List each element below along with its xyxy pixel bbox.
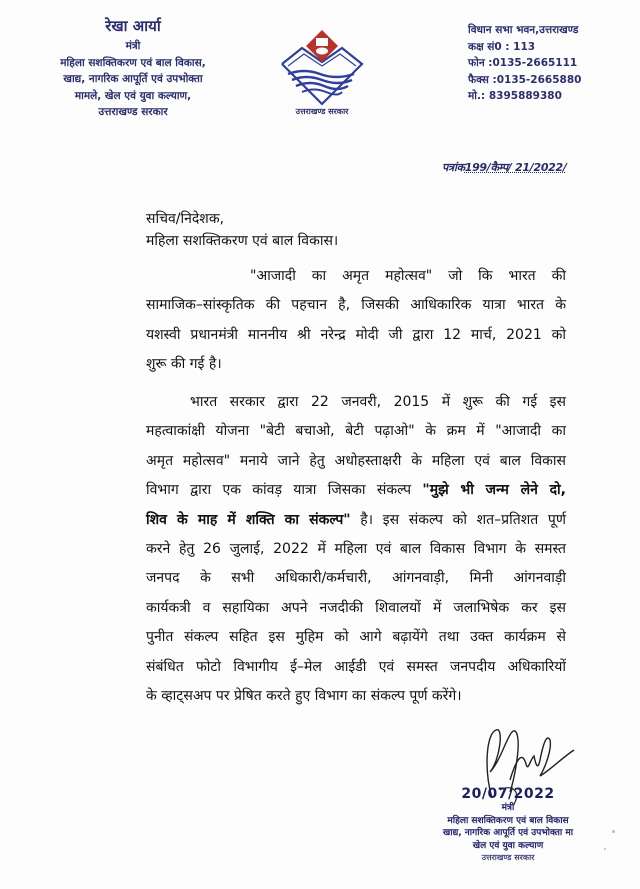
room-number: कक्ष सं0 : 113	[468, 40, 536, 53]
signatory-designation: मंत्री	[501, 803, 515, 813]
body-line: पुनीत संकल्प सहित इस मुहिम को आगे बढ़ायेंगे तथा उक्त कार्यक्रम से	[146, 629, 566, 646]
portfolio-line: महिला सशक्तिकरण एवं बाल विकास,	[60, 56, 206, 69]
minister-letterhead	[28, 16, 238, 121]
logo-caption: उत्तराखण्ड सरकार	[295, 107, 349, 116]
signatory-government: उत्तराखण्ड सरकार	[481, 853, 535, 862]
body-line: महत्वाकांक्षी योजना "बेटी बचाओ, बेटी पढ़ाओ" के क्रम में "आजादी का	[146, 423, 566, 440]
addressee-block	[146, 208, 338, 252]
minister-name: रेखा आर्या	[105, 17, 161, 35]
government-logo	[272, 26, 372, 126]
body-line: संबंधित फोटो विभागीय ई–मेल आईडी एवं समस्त जनपदीय अधिकारियों	[146, 658, 566, 675]
body-line: कार्यकत्री व सहायिका अपने नजदीकी शिवालयों में जलाभिषेक कर इस	[146, 599, 566, 616]
office-address: विधान सभा भवन,उत्तराखण्ड	[468, 24, 579, 36]
signatory-portfolio: महिला सशक्तिकरण एवं बाल विकास	[447, 815, 569, 826]
signature-block	[408, 786, 608, 865]
pledge-text: शिव के माह में शक्ति का संकल्प"	[146, 511, 351, 528]
pledge-text: "मुझे भी जन्म लेने दो,	[422, 482, 567, 499]
body-line: जनपद के सभी अधिकारी/कर्मचारी, आंगनवाड़ी, मिनी आंगनवाड़ी	[146, 570, 566, 587]
signatory-portfolio: खाद्य, नागरिक आपूर्ति एवं उपभोक्ता मा	[442, 828, 574, 838]
body-line: के व्हाट्सअप पर प्रेषित करते हुए विभाग का संकल्प पूर्ण करेंगे।	[146, 687, 462, 704]
portfolio-line: खाद्य, नागरिक आपूर्ति एवं उपभोक्ता	[63, 73, 203, 85]
paper-speck	[604, 848, 606, 850]
letter-reference	[442, 160, 567, 175]
mobile-number: मो.: 8395889380	[468, 90, 562, 102]
body-line	[146, 476, 566, 505]
reference-prefix: पत्रांक	[442, 161, 465, 174]
body-text-plain: विभाग द्वारा एक कांवड़ यात्रा जिसका संकल्प	[146, 482, 412, 499]
paragraph-1	[146, 262, 566, 380]
addressee-department: महिला सशक्तिकरण एवं बाल विकास।	[146, 233, 339, 249]
body-line: शुरू की गई है।	[146, 356, 222, 373]
minister-designation: मंत्री	[125, 40, 141, 52]
fax-number: फैक्स :0135-2665880	[468, 73, 582, 86]
portfolio-line: उत्तराखण्ड सरकार	[98, 106, 168, 118]
signatory-portfolio: खेल एवं युवा कल्याण	[472, 840, 544, 851]
paragraph-2	[146, 388, 566, 711]
body-text-plain: है। इस संकल्प को शत–प्रतिशत पूर्ण	[350, 511, 566, 528]
office-contact-block	[468, 22, 638, 105]
body-line: "आजादी का अमृत महोत्सव" जो कि भारत की	[250, 268, 566, 284]
body-line: यशस्वी प्रधानमंत्री माननीय श्री नरेन्द्र मोदी जी द्वारा 12 मार्च, 2021 को	[146, 326, 566, 343]
reference-handwritten: 199/कैम्प/ 21/2022/	[464, 161, 567, 174]
body-line: सामाजिक–सांस्कृतिक की पहचान है, जिसकी आधिकारिक यात्रा भारत के	[146, 297, 566, 314]
phone-number: फोन :0135-2665111	[468, 57, 578, 69]
portfolio-line: मामले, खेल एवं युवा कल्याण,	[74, 89, 192, 102]
body-line	[146, 506, 566, 535]
paper-speck	[612, 830, 615, 833]
uttarakhand-emblem-icon	[274, 26, 370, 110]
body-line: करने हेतु 26 जुलाई, 2022 में महिला एवं बाल विकास विभाग के समस्त	[146, 540, 566, 557]
body-line: भारत सरकार द्वारा 22 जनवरी, 2015 में शुरू की गई इस	[190, 394, 566, 410]
addressee-title: सचिव/निदेशक,	[146, 211, 225, 227]
signature-date: 20/07/2022	[461, 786, 555, 802]
body-line: अमृत महोत्सव" मनाये जाने हेतु अधोहस्ताक्षरी के महिला एवं बाल विकास	[146, 452, 566, 469]
